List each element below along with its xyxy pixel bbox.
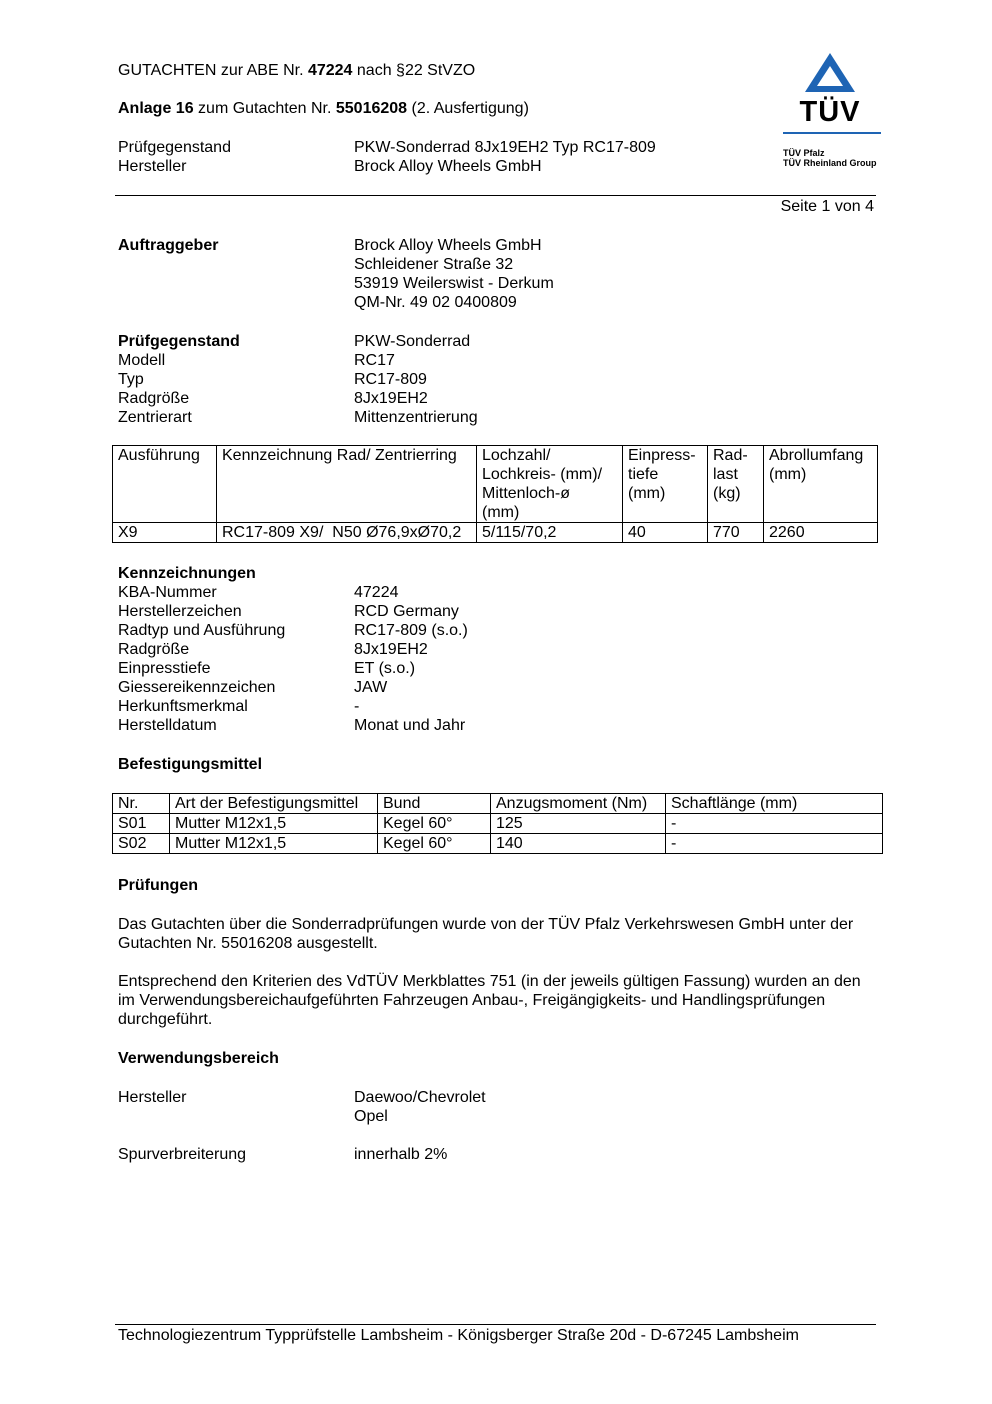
befestigung-table-header: Nr. (113, 794, 170, 814)
wheel-table-header: Ausführung (113, 446, 217, 523)
table-cell: 40 (623, 523, 708, 543)
befestigungsmittel-title: Befestigungsmittel (118, 756, 263, 773)
page-number: Seite 1 von 4 (780, 198, 874, 215)
kennzeichnung-label: Herkunftsmerkmal (118, 698, 248, 715)
table-cell: 2260 (764, 523, 878, 543)
header-line-1-prefix: GUTACHTEN zur ABE Nr. (118, 62, 308, 79)
table-cell: Mutter M12x1,5 (170, 834, 378, 854)
table-cell: 140 (491, 834, 666, 854)
pruefgegenstand-title: Prüfgegenstand (118, 333, 240, 350)
header-line-2-middle: zum Gutachten Nr. (193, 100, 336, 117)
pruef-row-label: Typ (118, 371, 144, 388)
kennzeichnung-label: Herstellerzeichen (118, 603, 242, 620)
kennzeichnung-label: Einpresstiefe (118, 660, 211, 677)
tuev-triangle-icon (800, 50, 860, 94)
table-cell: Kegel 60° (378, 814, 491, 834)
wheel-table (112, 445, 878, 543)
verwendung-hersteller-value: Daewoo/Chevrolet (354, 1089, 486, 1106)
befestigung-table-header: Anzugsmoment (Nm) (491, 794, 666, 814)
pruef-row-label: Modell (118, 352, 166, 369)
header-row-value: Brock Alloy Wheels GmbH (354, 158, 542, 175)
wheel-table-header: Einpress- tiefe (mm) (623, 446, 708, 523)
header-row-label: Hersteller (118, 158, 187, 175)
wheel-table-header: Rad- last (kg) (708, 446, 764, 523)
header-row-value: PKW-Sonderrad 8Jx19EH2 Typ RC17-809 (354, 139, 656, 156)
header-line-1-suffix: nach §22 StVZO (352, 62, 476, 79)
kennzeichnung-value: RC17-809 (s.o.) (354, 622, 468, 639)
verwendung-hersteller-label: Hersteller (118, 1089, 187, 1106)
kennzeichnung-value: - (354, 698, 360, 715)
kennzeichnung-value: 8Jx19EH2 (354, 641, 428, 658)
header-line-2 (118, 99, 529, 118)
kennzeichnung-label: Giessereikennzeichen (118, 679, 276, 696)
table-cell: - (666, 814, 883, 834)
table-row (113, 523, 878, 543)
verwendung-spur-label: Spurverbreiterung (118, 1146, 247, 1163)
table-row (113, 814, 883, 834)
wheel-table-header-row (113, 446, 878, 523)
table-cell: S01 (113, 814, 170, 834)
table-cell: 770 (708, 523, 764, 543)
anlage-label: Anlage 16 (118, 100, 194, 117)
table-cell: RC17-809 X9/ N50 Ø76,9xØ70,2 (217, 523, 477, 543)
footer-text: Technologiezentrum Typprüfstelle Lambsheim - Königsberger Straße 20d - D-67245 Lambsheim (118, 1327, 799, 1344)
pruef-row-label: Radgröße (118, 390, 190, 407)
pruefungen-paragraph-2: Entsprechend den Kriterien des VdTÜV Merkblattes 751 (in der jeweils gültigen Fassung) wurden an den im Verwendungsbereichaufgeführten Fahrzeugen Anbau-, Freigängigkeits- und Handlingsprüfungen durchgeführt. (118, 973, 861, 1028)
abe-number: 47224 (307, 62, 353, 79)
kennzeichnung-value: Monat und Jahr (354, 717, 466, 734)
pruefungen-title: Prüfungen (118, 877, 198, 894)
befestigung-table-header-row (113, 794, 883, 814)
kennzeichnung-value: RCD Germany (354, 603, 459, 620)
kennzeichnung-label: KBA-Nummer (118, 584, 217, 601)
pruef-row-value: Mittenzentrierung (354, 409, 478, 426)
pruef-row-value: RC17 (354, 352, 395, 369)
kennzeichnungen-title: Kennzeichnungen (118, 565, 256, 582)
kennzeichnung-value: 47224 (354, 584, 399, 601)
pruefungen-paragraph-1: Das Gutachten über die Sonderradprüfungen wurde von der TÜV Pfalz Verkehrswesen GmbH unter der Gutachten Nr. 55016208 ausgestellt. (118, 916, 854, 952)
table-cell: Mutter M12x1,5 (170, 814, 378, 834)
tuev-logo-sub-2: TÜV Rheinland Group (783, 158, 877, 168)
gutachten-number: 55016208 (335, 100, 408, 117)
wheel-table-header: Abrollumfang (mm) (764, 446, 878, 523)
kennzeichnung-label: Radtyp und Ausführung (118, 622, 286, 639)
pruef-row-label: Zentrierart (118, 409, 192, 426)
header-line-1 (118, 61, 475, 80)
befestigung-table-header: Schaftlänge (mm) (666, 794, 883, 814)
header-line-2-suffix: (2. Ausfertigung) (407, 100, 529, 117)
footer-divider (115, 1324, 876, 1325)
kennzeichnung-value: ET (s.o.) (354, 660, 416, 677)
table-cell: X9 (113, 523, 217, 543)
kennzeichnung-label: Herstelldatum (118, 717, 217, 734)
auftraggeber-line: 53919 Weilerswist - Derkum (354, 275, 554, 292)
befestigung-table-header: Art der Befestigungsmittel (170, 794, 378, 814)
auftraggeber-line: Brock Alloy Wheels GmbH (354, 237, 542, 254)
auftraggeber-title: Auftraggeber (118, 237, 219, 254)
table-cell: 125 (491, 814, 666, 834)
tuev-logo (775, 50, 885, 172)
tuev-logo-text: TÜV (799, 96, 861, 128)
wheel-table-header: Kennzeichnung Rad/ Zentrierring (217, 446, 477, 523)
befestigung-table (112, 793, 883, 854)
tuev-logo-sub-1: TÜV Pfalz (783, 148, 825, 158)
table-cell: Kegel 60° (378, 834, 491, 854)
header-row-label: Prüfgegenstand (118, 139, 231, 156)
verwendungsbereich-title: Verwendungsbereich (118, 1050, 279, 1067)
table-cell: S02 (113, 834, 170, 854)
kennzeichnung-value: JAW (354, 679, 388, 696)
wheel-table-header: Lochzahl/ Lochkreis- (mm)/ Mittenloch-ø (mm) (477, 446, 623, 523)
auftraggeber-line: QM-Nr. 49 02 0400809 (354, 294, 517, 311)
verwendung-spur-value: innerhalb 2% (354, 1146, 448, 1163)
table-cell: 5/115/70,2 (477, 523, 623, 543)
befestigung-table-header: Bund (378, 794, 491, 814)
kennzeichnung-label: Radgröße (118, 641, 190, 658)
table-row (113, 834, 883, 854)
tuev-logo-rule (783, 132, 881, 134)
verwendung-hersteller-value: Opel (354, 1108, 388, 1125)
table-cell: - (666, 834, 883, 854)
auftraggeber-line: Schleidener Straße 32 (354, 256, 514, 273)
pruefgegenstand-value: PKW-Sonderrad (354, 333, 471, 350)
pruef-row-value: RC17-809 (354, 371, 427, 388)
header-divider (115, 195, 876, 196)
pruef-row-value: 8Jx19EH2 (354, 390, 428, 407)
